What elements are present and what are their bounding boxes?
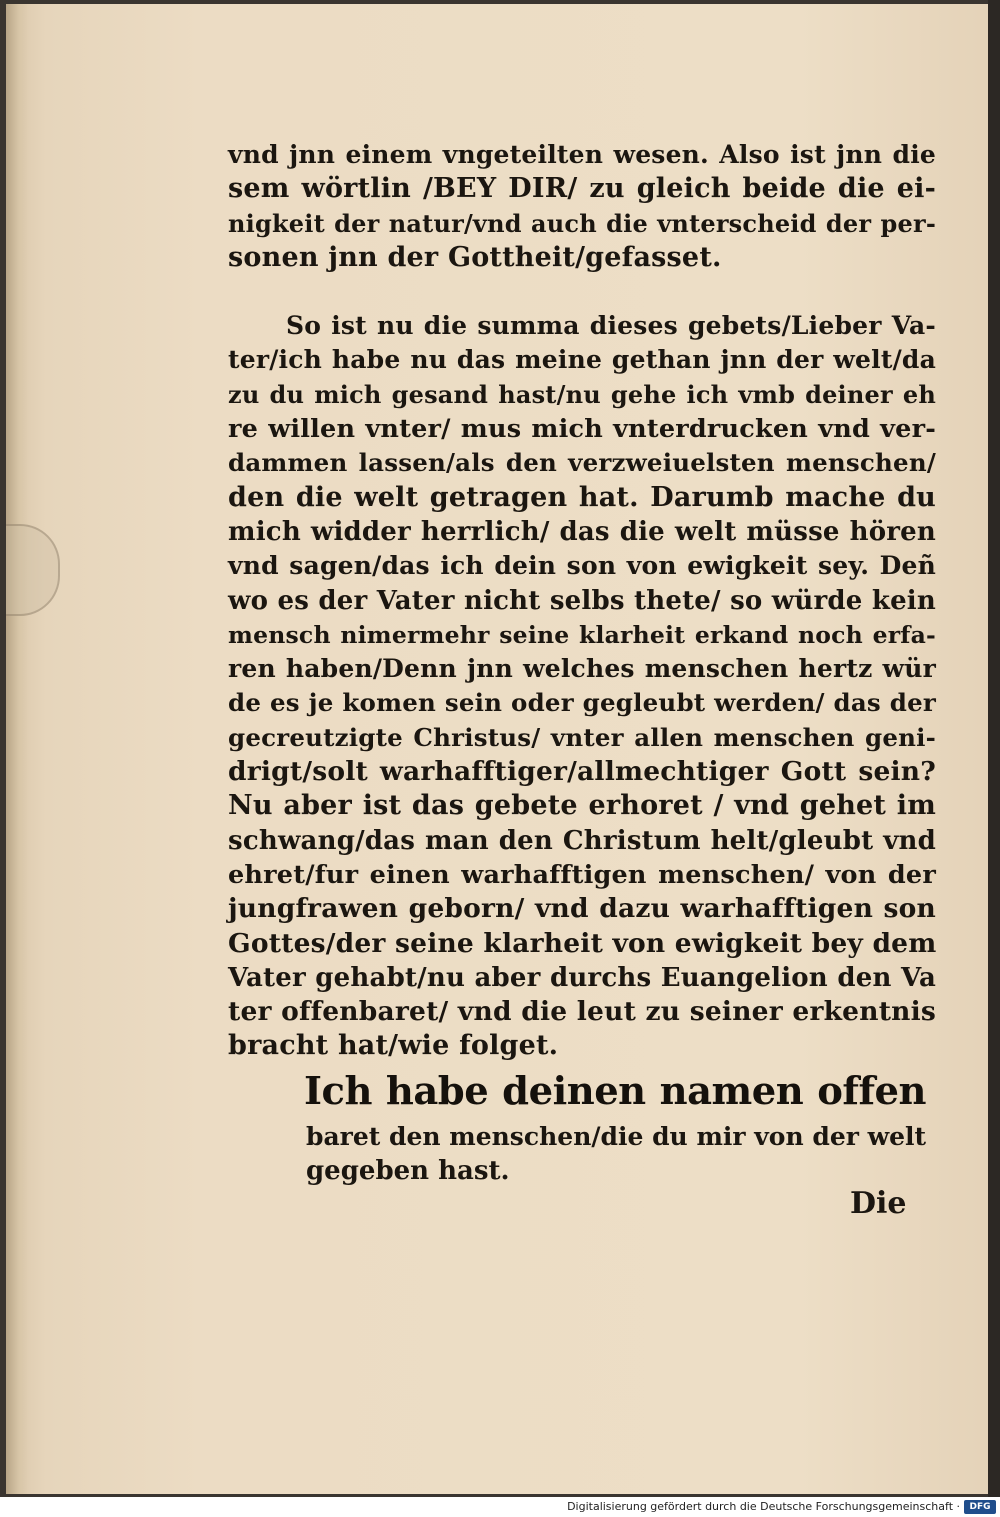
text-line: den die welt getragen hat. Darumb mache du [228,481,936,513]
text-line: nigkeit der natur/vnd auch die vnterscheid der per- [228,208,936,238]
catchword: Die [850,1186,907,1221]
page-clip-mark [6,524,60,616]
heading-continuation-line: baret den menschen/die du mir von der welt [306,1122,927,1151]
heading-continuation-line: gegeben hast. [306,1156,510,1186]
text-line: drigt/solt warhafftiger/allmechtiger Gott sein? [228,756,936,788]
text-line: ter offenbaret/ vnd die leut zu seiner erkentnis [228,996,936,1028]
text-line: mich widder herrlich/ das die welt müsse hören [228,516,936,547]
text-line: jungfrawen geborn/ vnd dazu warhafftigen son [228,893,936,925]
text-line: sem wörtlin /BEY DIR/ zu gleich beide die ei- [228,173,936,205]
text-line: de es je komen sein oder gegleubt werden/ das der [228,688,936,718]
text-line: schwang/das man den Christum helt/gleubt vnd [228,825,936,856]
page-edge [6,4,28,1494]
text-line: re willen vnter/ mus mich vnterdrucken vnd ver- [228,414,936,445]
scripture-heading: Ich habe deinen namen offen [304,1069,926,1114]
body-text [228,138,936,1064]
funding-notice: Digitalisierung gefördert durch die Deutsche Forschungsgemeinschaft · [567,1500,960,1513]
book-gutter [988,0,1000,1497]
dfg-logo: DFG [964,1500,996,1514]
text-line: bracht hat/wie folget. [228,1030,559,1062]
text-line: dammen lassen/als den verzweiuelsten menschen/ [228,448,936,478]
text-line: ter/ich habe nu das meine gethan jnn der welt/da [228,345,936,375]
text-line: Vater gehabt/nu aber durchs Euangelion den Va [228,962,936,993]
text-line: Gottes/der seine klarheit von ewigkeit bey dem [228,927,937,959]
text-line: wo es der Vater nicht selbs thete/ so würde kein [228,585,936,616]
text-line: vnd sagen/das ich dein son von ewigkeit sey. Deñ [228,551,936,581]
text-line: So ist nu die summa dieses gebets/Lieber Va- [286,311,936,341]
text-line: Nu aber ist das gebete erhoret / vnd gehet im [228,790,936,822]
text-line: gecreutzigte Christus/ vnter allen menschen geni- [228,722,936,752]
text-line: ren haben/Denn jnn welches menschen hertz wür [228,654,936,684]
text-line: vnd jnn einem vngeteilten wesen. Also ist jnn die [228,140,936,169]
footer-bar [0,1497,1000,1517]
text-line: ehret/fur einen warhafftigen menschen/ von der [228,859,936,890]
text-line: mensch nimermehr seine klarheit erkand noch erfa- [228,620,936,649]
text-line: zu du mich gesand hast/nu gehe ich vmb deiner eh [228,379,936,409]
text-line: sonen jnn der Gottheit/gefasset. [228,241,722,273]
